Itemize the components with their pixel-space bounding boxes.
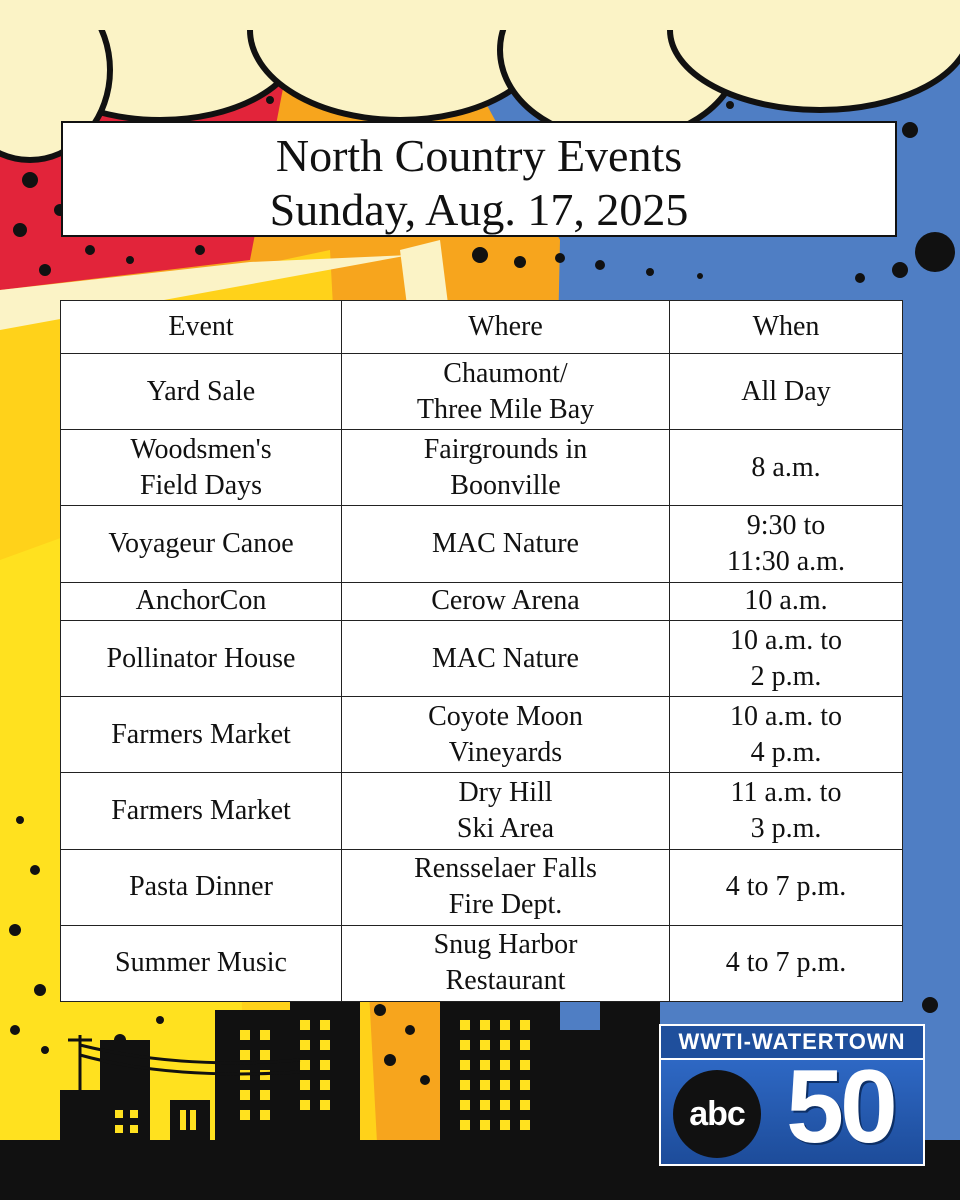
abc-network-icon: abc	[673, 1070, 761, 1158]
station-logo	[659, 1024, 925, 1166]
table-row	[61, 354, 903, 430]
column-header-event: Event	[61, 301, 342, 354]
event-date: Sunday, Aug. 17, 2025	[269, 184, 689, 235]
cell-where: Chaumont/ Three Mile Bay	[342, 354, 670, 430]
channel-number: 50	[786, 1049, 894, 1165]
table-row	[61, 925, 903, 1001]
cell-where: MAC Nature	[342, 506, 670, 582]
table-row	[61, 849, 903, 925]
cell-event: AnchorCon	[61, 582, 342, 621]
cell-when: 9:30 to 11:30 a.m.	[670, 506, 903, 582]
cell-event: Farmers Market	[61, 697, 342, 773]
logo-panel	[661, 1049, 923, 1165]
cell-where: Cerow Arena	[342, 582, 670, 621]
cell-event: Pollinator House	[61, 621, 342, 697]
cell-when: 4 to 7 p.m.	[670, 849, 903, 925]
cell-where: Rensselaer Falls Fire Dept.	[342, 849, 670, 925]
cell-event: Woodsmen's Field Days	[61, 430, 342, 506]
cell-where: Coyote Moon Vineyards	[342, 697, 670, 773]
cell-where: MAC Nature	[342, 621, 670, 697]
cell-when: All Day	[670, 354, 903, 430]
cell-event: Pasta Dinner	[61, 849, 342, 925]
table-row	[61, 506, 903, 582]
events-table	[60, 300, 903, 1002]
table-header-row	[61, 301, 903, 354]
page-title: North Country Events	[275, 130, 683, 181]
station-name: WWTI-WATERTOWN	[661, 1026, 923, 1058]
cell-where: Snug Harbor Restaurant	[342, 925, 670, 1001]
table-row	[61, 697, 903, 773]
column-header-when: When	[670, 301, 903, 354]
title-box	[61, 121, 897, 237]
cell-when: 10 a.m. to 4 p.m.	[670, 697, 903, 773]
cell-when: 10 a.m.	[670, 582, 903, 621]
cell-event: Farmers Market	[61, 773, 342, 849]
table-row	[61, 430, 903, 506]
cell-where: Dry Hill Ski Area	[342, 773, 670, 849]
cell-when: 11 a.m. to 3 p.m.	[670, 773, 903, 849]
cell-event: Voyageur Canoe	[61, 506, 342, 582]
cell-when: 10 a.m. to 2 p.m.	[670, 621, 903, 697]
cell-event: Yard Sale	[61, 354, 342, 430]
column-header-where: Where	[342, 301, 670, 354]
cell-where: Fairgrounds in Boonville	[342, 430, 670, 506]
cell-when: 8 a.m.	[670, 430, 903, 506]
table-row	[61, 582, 903, 621]
cell-when: 4 to 7 p.m.	[670, 925, 903, 1001]
cell-event: Summer Music	[61, 925, 342, 1001]
table-row	[61, 621, 903, 697]
table-row	[61, 773, 903, 849]
